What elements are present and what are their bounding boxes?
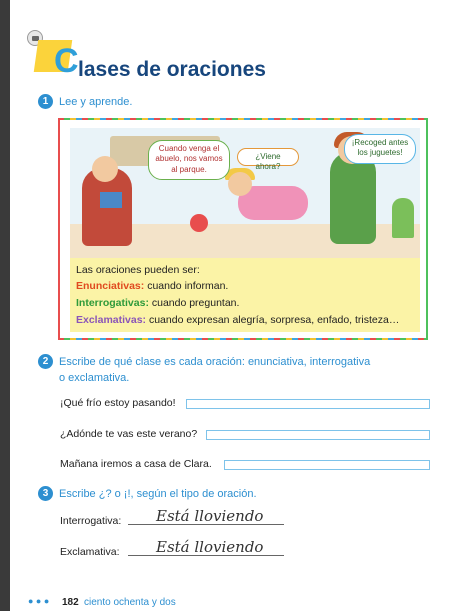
section-3-instruction: Escribe ¿? o ¡!, según el tipo de oración.: [59, 488, 257, 500]
item-label-2: Exclamativa:: [60, 546, 120, 558]
rule-term: Interrogativas:: [76, 297, 149, 309]
rule-exclamativas: [76, 314, 399, 326]
title-initial: C: [54, 42, 79, 80]
handwritten-answer-1: Está lloviendo: [156, 507, 264, 525]
speech-bubble-3: ¡Recoged antes los juguetes!: [344, 134, 416, 164]
section-1-number: 1: [38, 94, 53, 109]
boy-head: [92, 156, 118, 182]
footer-decoration: ● ● ●: [28, 596, 50, 606]
left-margin-bar: [0, 0, 10, 611]
rule-term: Exclamativas:: [76, 314, 147, 326]
plant-icon: [392, 198, 414, 238]
section-2-instruction-line1: Escribe de qué clase es cada oración: enunciativa, interrogativa: [59, 356, 371, 368]
rules-box: [70, 258, 420, 332]
page-number-words: ciento ochenta y dos: [84, 597, 176, 608]
item-label-1: Interrogativa:: [60, 515, 122, 527]
answer-field-3[interactable]: [224, 460, 430, 470]
rule-enunciativas: [76, 280, 228, 292]
rule-desc: cuando informan.: [144, 280, 229, 292]
section-2-instruction-line2: o exclamativa.: [59, 372, 130, 384]
girl-head: [228, 172, 252, 196]
section-3-number: 3: [38, 486, 53, 501]
rule-desc: cuando expresan alegría, sorpresa, enfado, tristeza…: [146, 314, 400, 326]
sentence-3: Mañana iremos a casa de Clara.: [60, 458, 212, 470]
rule-term: Enunciativas:: [76, 280, 145, 292]
answer-field-2[interactable]: [206, 430, 430, 440]
answer-field-1[interactable]: [186, 399, 430, 409]
mother: [330, 152, 376, 244]
speech-bubble-1: Cuando venga el abuelo, nos vamos al parque.: [148, 140, 230, 180]
speech-bubble-2: ¿Viene ahora?: [237, 148, 299, 166]
book-icon: [100, 192, 122, 208]
page-number: 182: [62, 597, 79, 608]
rule-desc: cuando preguntan.: [148, 297, 240, 309]
section-1-instruction: Lee y aprende.: [59, 96, 133, 108]
rules-intro: Las oraciones pueden ser:: [76, 264, 200, 276]
page-title: lases de oraciones: [78, 58, 266, 81]
ball-icon: [190, 214, 208, 232]
handwritten-answer-2: Está lloviendo: [156, 538, 264, 556]
sentence-1: ¡Qué frío estoy pasando!: [60, 397, 176, 409]
rule-interrogativas: [76, 297, 239, 309]
section-2-number: 2: [38, 354, 53, 369]
sentence-2: ¿Adónde te vas este verano?: [60, 428, 198, 440]
